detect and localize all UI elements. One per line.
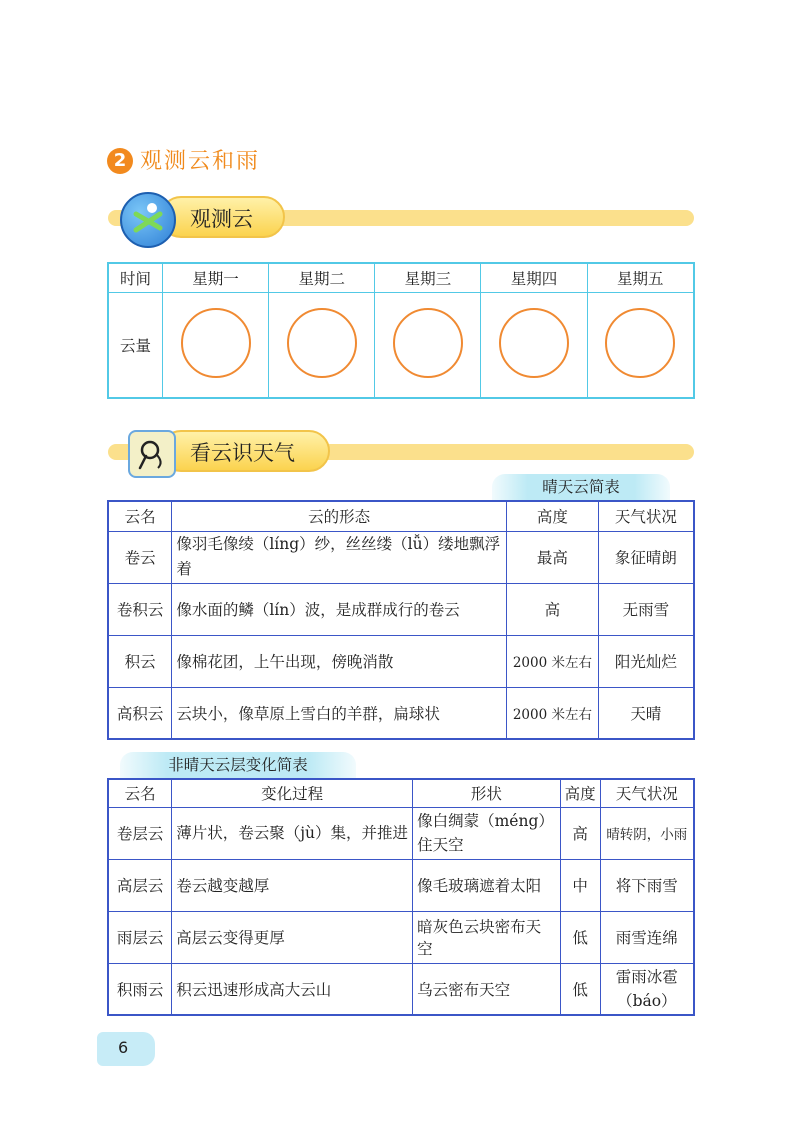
cloud-weather: 无雨雪	[598, 583, 694, 635]
caption-text: 晴天云简表	[542, 478, 620, 496]
day-header: 星期四	[481, 263, 587, 293]
cloud-height: 高	[560, 807, 600, 859]
cloud-height: 高	[507, 583, 599, 635]
banner-cloud-weather	[160, 430, 330, 472]
cloud-amount-circle[interactable]	[287, 308, 357, 378]
cloud-process: 积云迅速形成高大云山	[172, 963, 413, 1015]
row-label: 云量	[108, 293, 162, 399]
cloud-amount-circle[interactable]	[499, 308, 569, 378]
cloud-name: 高积云	[108, 687, 172, 739]
col-header: 天气状况	[600, 779, 694, 807]
cloud-process: 薄片状，卷云聚（jù）集，并推进	[172, 807, 413, 859]
caption-text: 非晴天云层变化简表	[168, 756, 308, 774]
cloud-form: 像棉花团，上午出现，傍晚消散	[172, 635, 507, 687]
table-row	[108, 687, 694, 739]
col-header: 变化过程	[172, 779, 413, 807]
table-row	[108, 807, 694, 859]
cloud-amount-cell[interactable]	[481, 293, 587, 399]
banner-title: 看云识天气	[190, 441, 295, 465]
cloud-weather: 天晴	[598, 687, 694, 739]
nonsunny-table-caption	[120, 752, 356, 778]
sunny-cloud-table	[107, 500, 695, 740]
cloud-name: 积云	[108, 635, 172, 687]
cloud-name: 雨层云	[108, 911, 172, 963]
table-row	[108, 859, 694, 911]
col-header: 形状	[413, 779, 561, 807]
cloud-shape: 像白绸蒙（méng）住天空	[413, 807, 561, 859]
col-header: 云名	[108, 779, 172, 807]
cloud-height: 2000 米左右	[507, 635, 599, 687]
banner-observe-clouds	[160, 196, 285, 238]
cloud-height: 最高	[507, 531, 599, 583]
day-header: 星期二	[269, 263, 375, 293]
page-number: 6	[118, 1038, 129, 1057]
col-header: 天气状况	[598, 501, 694, 531]
cloud-amount-circle[interactable]	[605, 308, 675, 378]
nonsunny-cloud-table	[107, 778, 695, 1016]
table-row	[108, 583, 694, 635]
day-header: 星期三	[375, 263, 481, 293]
banner-title: 观测云	[190, 207, 253, 231]
cloud-form: 云块小，像草原上雪白的羊群，扁球状	[172, 687, 507, 739]
section-number-badge: 2	[107, 148, 133, 174]
table-row	[108, 635, 694, 687]
cloud-weather: 雨雪连绵	[600, 911, 694, 963]
cloud-process: 高层云变得更厚	[172, 911, 413, 963]
person-icon	[120, 192, 176, 248]
cloud-name: 卷层云	[108, 807, 172, 859]
cloud-amount-cell[interactable]	[269, 293, 375, 399]
sunny-table-caption	[492, 474, 670, 500]
cloud-shape: 暗灰色云块密布天空	[413, 911, 561, 963]
table-row	[108, 911, 694, 963]
cloud-amount-cell[interactable]	[375, 293, 481, 399]
header-cell: 时间	[108, 263, 162, 293]
day-header: 星期五	[587, 263, 694, 293]
col-header: 高度	[507, 501, 599, 531]
cloud-amount-cell[interactable]	[587, 293, 694, 399]
cloud-weather: 阳光灿烂	[598, 635, 694, 687]
cloud-name: 积雨云	[108, 963, 172, 1015]
cloud-weather: 将下雨雪	[600, 859, 694, 911]
table-row	[108, 531, 694, 583]
cloud-height: 2000 米左右	[507, 687, 599, 739]
magnifier-icon	[128, 430, 176, 478]
day-header: 星期一	[162, 263, 268, 293]
cloud-shape: 乌云密布天空	[413, 963, 561, 1015]
cloud-amount-circle[interactable]	[393, 308, 463, 378]
col-header: 云的形态	[172, 501, 507, 531]
cloud-weather: 象征晴朗	[598, 531, 694, 583]
cloud-form: 像羽毛像绫（líng）纱，丝丝缕（lǚ）缕地飘浮着	[172, 531, 507, 583]
cloud-height: 中	[560, 859, 600, 911]
cloud-weather: 晴转阴，小雨	[600, 807, 694, 859]
col-header: 云名	[108, 501, 172, 531]
cloud-shape: 像毛玻璃遮着太阳	[413, 859, 561, 911]
col-header: 高度	[560, 779, 600, 807]
cloud-observation-table	[107, 262, 695, 399]
cloud-name: 卷云	[108, 531, 172, 583]
cloud-height: 低	[560, 963, 600, 1015]
cloud-height: 低	[560, 911, 600, 963]
table-row	[108, 963, 694, 1015]
section-title: 观测云和雨	[140, 149, 261, 174]
cloud-weather: 雷雨冰雹（báo）	[600, 963, 694, 1015]
cloud-amount-cell[interactable]	[162, 293, 268, 399]
cloud-form: 像水面的鳞（lín）波，是成群成行的卷云	[172, 583, 507, 635]
cloud-amount-circle[interactable]	[181, 308, 251, 378]
cloud-name: 高层云	[108, 859, 172, 911]
cloud-process: 卷云越变越厚	[172, 859, 413, 911]
cloud-name: 卷积云	[108, 583, 172, 635]
